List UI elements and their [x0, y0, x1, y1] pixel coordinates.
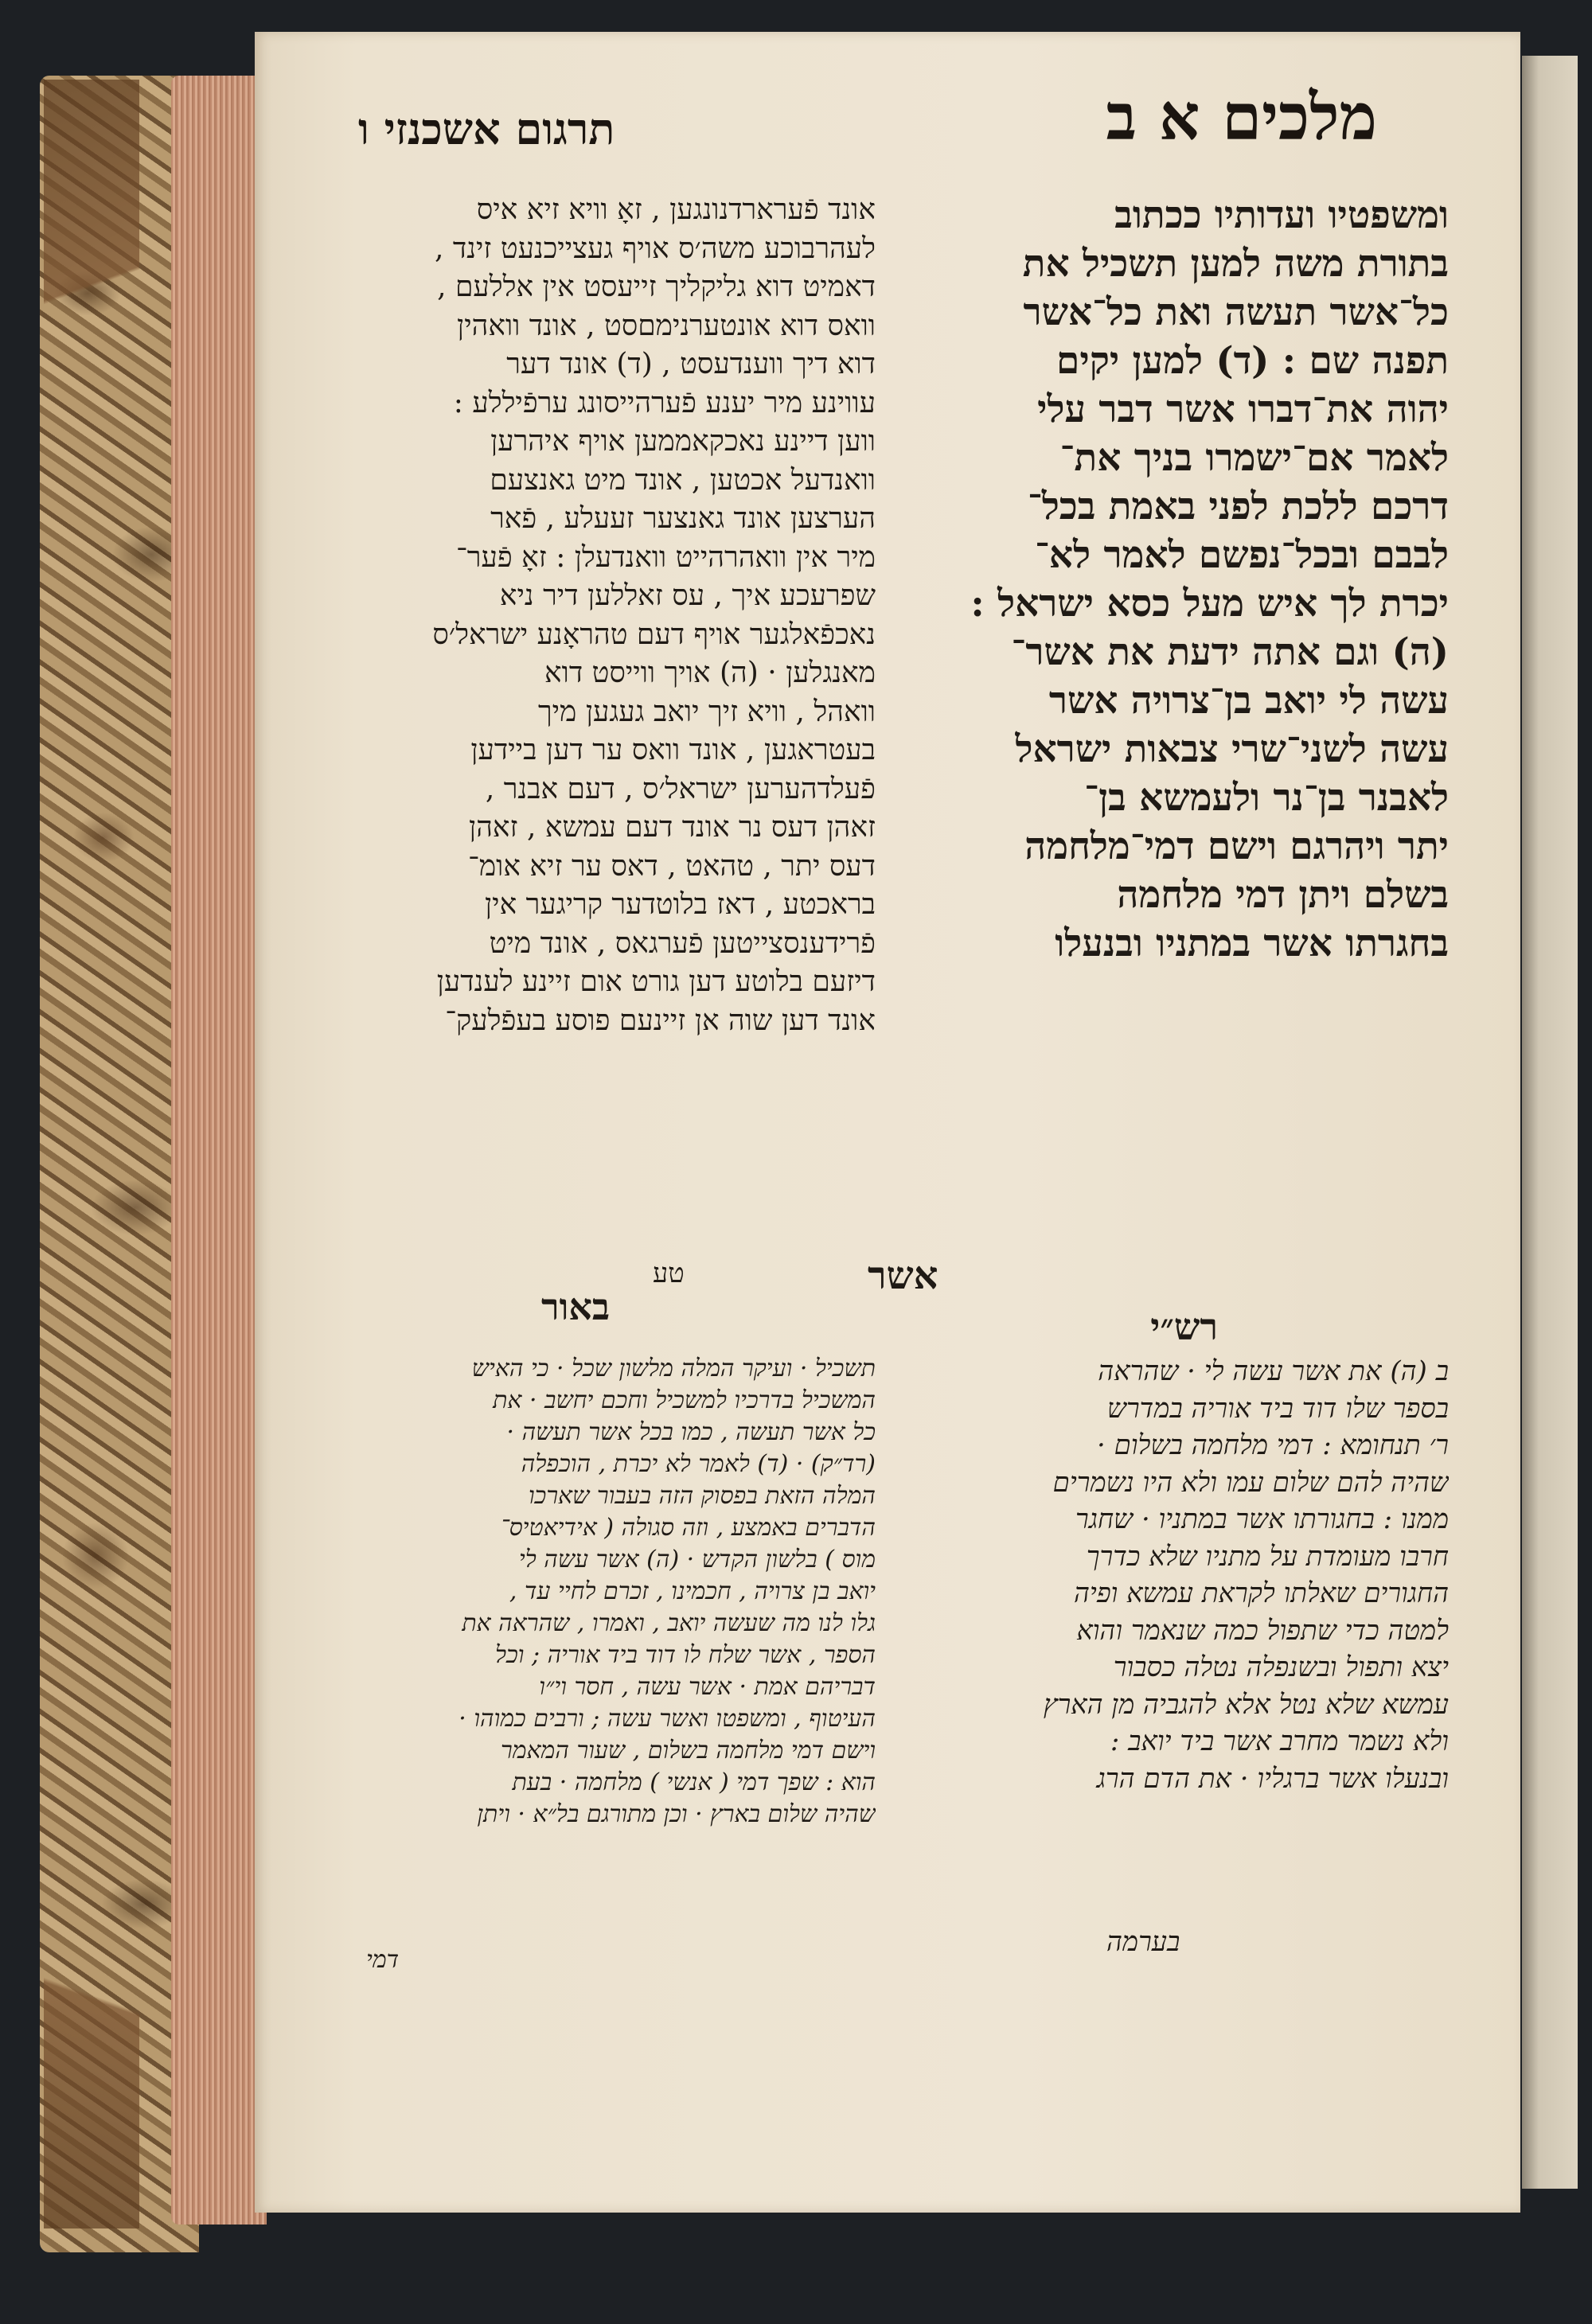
rashi-heading: רש״י	[1150, 1305, 1218, 1348]
text-line: (ה) וגם אתה ידעת את אשר־	[1011, 630, 1449, 674]
text-line: למטה כדי שתפול כמה שנאמר והוא	[1076, 1614, 1449, 1647]
text-line: גלו לנו מה שעשה יואב , ואמרו , שהראה את	[462, 1609, 876, 1637]
text-line: ממנו : בחגורתו אשר במתניו · שחגר	[1075, 1503, 1449, 1535]
text-line: כל־אשר תעשה ואת כל־אשר	[1023, 290, 1449, 334]
text-line: העיטוף , ומשפטו ואשר עשה ; ורבים כמוהו ·	[458, 1705, 876, 1733]
text-line: עווינע מיר יענע פֿערהייסונג ערפֿיללע :	[453, 386, 876, 419]
text-line: מיר אין וואהרהייט וואנדעלן : זאָ פֿער־	[456, 540, 876, 574]
catchword-biur: דמי	[366, 1946, 400, 1974]
text-line: יכרת לך איש מעל כסא ישראל :	[970, 582, 1449, 626]
text-line: דרכם ללכת לפני באמת בכל־	[1027, 485, 1449, 528]
text-line: דוא דיך ווענדעסט , (ד) אונד דער	[506, 348, 876, 380]
text-line: המלה הזאת בפסוק הזה בעבור שארכו	[528, 1482, 876, 1510]
text-line: יואב בן צרויה , חכמינו , זכרם לחיי עד ,	[509, 1577, 876, 1605]
facing-page-edge	[1522, 56, 1578, 2189]
text-line: בראכטע , דאז בלוטדער קריגער אין	[484, 888, 876, 921]
text-line: יצא ותפול ובשנפלה נטלה כסבור	[1113, 1651, 1449, 1683]
text-line: הוא : שפך דמי ( אנשי ) מלחמה · בעת	[512, 1768, 876, 1796]
text-line: שהיה להם שלום עמו ולא היו נשמרים	[1052, 1466, 1449, 1499]
text-line: דיזעם בלוטע דען גורט אום זיינע לענדען	[436, 965, 876, 998]
text-line: דאמיט דוא גליקליך זייעסט אין אללעם ,	[437, 271, 876, 303]
text-line: שפרעכע איך , עס זאללען דיר ניא	[499, 579, 876, 612]
text-line: עשה לשני־שרי צבאות ישראל	[1015, 727, 1449, 771]
text-line: (רד״ק) · (ד) לאמר לא יכרת , הוכפלה	[521, 1450, 876, 1478]
text-line: נאכפֿאלגער אויף דעם טהראָנע ישראל׳ס	[432, 618, 876, 651]
page-stack-edges	[171, 76, 267, 2225]
running-head-book: מלכים א ב	[1106, 80, 1377, 154]
text-line: בשלם ויתן דמי מלחמה	[1117, 873, 1449, 917]
text-line: לאמר אם־ישמרו בניך את־	[1059, 436, 1449, 480]
text-line: מוס ) בלשון הקדש · (ה) אשר עשה לי	[518, 1546, 876, 1573]
text-line: הספר , אשר שלח לו דוד ביד אוריה ; וכל	[495, 1641, 876, 1669]
rashi-commentary-column	[844, 1353, 1449, 1797]
text-line: הדברים באמצע , וזה סגולה ( אידיאטיס־	[500, 1514, 876, 1542]
text-line: בספר שלו דוד ביד אוריה במדרש	[1106, 1392, 1449, 1425]
text-line: לבבם ובכל־נפשם לאמר לא־	[1034, 533, 1449, 577]
text-line: לעהרבוכע משה׳ס אויף געצייכנעט זינד ,	[435, 232, 876, 265]
biur-heading: באור	[541, 1285, 611, 1328]
text-line: המשכיל בדרכיו למשכיל וחכם יחשב · את	[493, 1386, 876, 1414]
text-line: חרבו מעומדת על מתניו שלא כדרך	[1086, 1540, 1449, 1573]
text-line: שהיה שלום בארץ · וכן מתורגם בל״א · ויתן	[477, 1800, 876, 1828]
text-line: תשכיל · ועיקר המלה מלשון שכל · כי האיש	[471, 1355, 876, 1382]
catchword-rashi: בערמה	[1106, 1926, 1180, 1958]
text-line: וואהל , וויא זיך יואב געגען מיך	[537, 695, 876, 728]
text-line: זאהן דעס נר אונד דעם עמשא , זאהן	[469, 811, 876, 844]
text-line: אונד פֿערארדנונגען , זאָ וויא זיא איס	[476, 193, 876, 226]
text-line: מאנגלען · (ה) אויך ווייסט דוא	[544, 657, 876, 689]
text-line: החגורים שאלתו לקראת עמשא ופיה	[1073, 1577, 1449, 1609]
yiddish-translation-column	[326, 191, 876, 1040]
text-line: בעטראגען , אונד וואס ער דען ביידען	[470, 734, 876, 766]
text-line: וואס דוא אונטערנימםסט , אונד וואהין	[457, 309, 876, 342]
running-head-translation: תרגום אשכנזי ו	[358, 103, 615, 154]
text-line: ומשפטיו ועדותיו ככתוב	[1114, 193, 1449, 237]
text-line: כל אשר תעשה , כמו בכל אשר תעשה ·	[506, 1418, 876, 1446]
text-line: לאבנר בן־נר ולעמשא בן־	[1084, 776, 1449, 820]
text-line: אונד דען שוה אן זיינעם פוסע בעפֿלעק־	[445, 1004, 876, 1037]
catchword-yiddish: טע	[653, 1258, 685, 1289]
text-line: ווען דיינע נאכקאממען אויף איהרען	[490, 425, 876, 458]
text-line: פֿרידענסצייטען פֿערגאס , אונד מיט	[489, 926, 876, 960]
text-line: ב (ה) את אשר עשה לי · שהראה	[1098, 1355, 1449, 1387]
text-line: ולא נשמר מחרב אשר ביד יואב :	[1110, 1725, 1449, 1757]
text-line: וואנדעל אכטען , אונד מיט גאנצעם	[490, 463, 876, 497]
text-line: בחגרתו אשר במתניו ובנעלו	[1055, 922, 1449, 965]
text-line: עשה לי יואב בן־צרויה אשר	[1048, 679, 1449, 723]
text-line: דעס יתר , טהאט , דאס ער זיא אומ־	[468, 849, 876, 883]
text-line: פֿעלדהערען ישראל׳ס , דעם אבנר ,	[485, 772, 876, 805]
text-line: יהוה את־דברו אשר דבר עלי	[1037, 388, 1449, 431]
biur-commentary-column	[326, 1353, 876, 1831]
text-line: ובנעלו אשר ברגליו · את הדם הרג	[1096, 1762, 1449, 1795]
text-line: בתורת משה למען תשכיל את	[1022, 242, 1449, 286]
text-line: עמשא שלא נטל אלא להגביה מן הארץ	[1043, 1688, 1449, 1721]
catchword-hebrew: אשר	[868, 1254, 938, 1298]
text-line: תפנה שם : (ד) למען יקים	[1056, 339, 1449, 383]
text-line: וישם דמי מלחמה בשלום , שעור המאמר	[501, 1737, 876, 1764]
hebrew-text-column	[844, 191, 1449, 968]
text-line: דבריהם אמת · אשר עשה , חסר וי״ו	[539, 1673, 876, 1701]
leather-corner-top	[44, 80, 139, 414]
text-line: יתר ויהרגם וישם דמי־מלחמה	[1024, 825, 1449, 868]
text-line: ר׳ תנחומא : דמי מלחמה בשלום ·	[1097, 1429, 1449, 1461]
leather-corner-bottom	[44, 1815, 139, 2228]
text-line: הערצען אונד גאנצער זעעלע , פֿאר	[490, 502, 876, 535]
book-page	[255, 32, 1520, 2213]
